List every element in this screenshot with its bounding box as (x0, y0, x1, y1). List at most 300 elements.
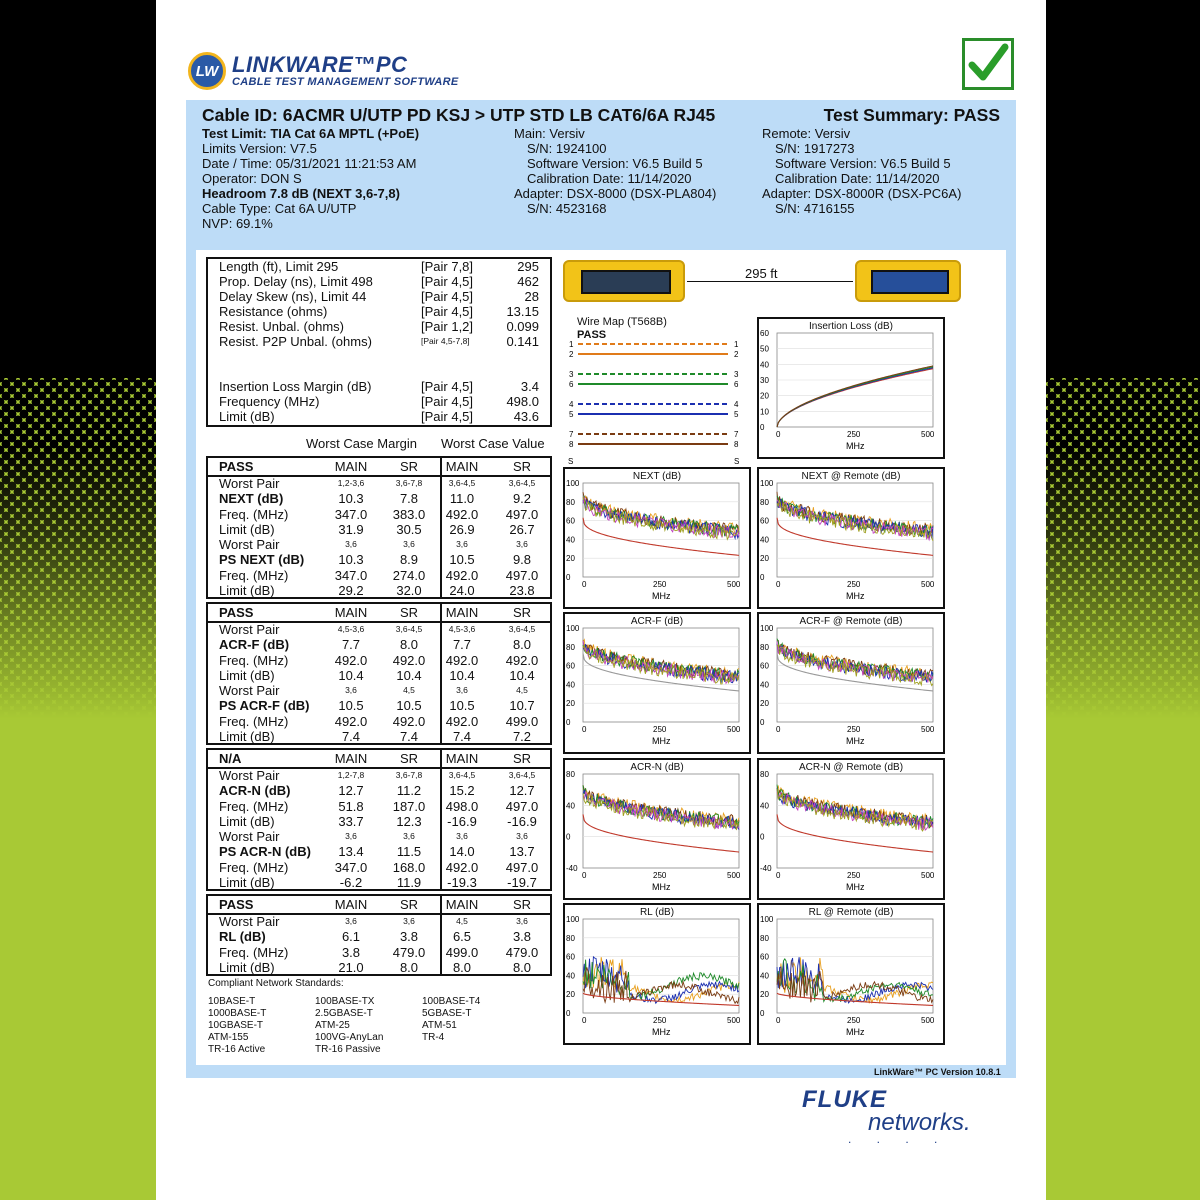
summary-label: Insertion Loss Margin (dB) (219, 379, 372, 394)
y-tick: 60 (760, 661, 769, 671)
cell-value: 10.5 (449, 552, 475, 568)
y-tick: 80 (566, 642, 575, 652)
standard-item: 100BASE-T4 (422, 996, 481, 1007)
y-tick: 20 (760, 699, 769, 709)
cell-value: 10.5 (449, 698, 475, 714)
cell-value: 8.0 (512, 959, 532, 975)
table-row (208, 829, 550, 844)
cell-value: -19.3 (447, 874, 477, 890)
graph-acrf-remote (757, 612, 945, 754)
main-serial: S/N: 1924100 (527, 141, 607, 156)
results-section (206, 748, 552, 891)
table-row (208, 637, 550, 652)
cell-value: -16.9 (447, 813, 477, 829)
wire-pin-right: 8 (734, 440, 739, 449)
y-tick: 20 (566, 554, 575, 564)
summary-pair: [Pair 4,5] (421, 304, 474, 319)
x-tick: 250 (847, 580, 861, 589)
section-header (208, 897, 550, 912)
summary-label: Frequency (MHz) (219, 394, 320, 409)
row-label: Freq. (MHz) (219, 798, 289, 814)
graph-rl-remote (757, 903, 945, 1045)
table-row (208, 929, 550, 944)
cell-value: 274.0 (392, 567, 426, 583)
y-tick: 100 (566, 624, 580, 633)
cell-value: 3,6-4,5 (508, 478, 536, 488)
row-label: Limit (dB) (219, 813, 275, 829)
section-status: PASS (219, 897, 254, 912)
cell-value: 33.7 (338, 813, 364, 829)
graph-rl (563, 903, 751, 1045)
cell-value: 492.0 (392, 713, 426, 729)
x-axis-label: MHz (652, 736, 671, 746)
networks-wordmark: networks. (868, 1109, 971, 1136)
wire-pin-left: 2 (569, 350, 574, 359)
nvp: NVP: 69.1% (202, 216, 273, 231)
wire-map (566, 316, 746, 466)
cell-value: 8.0 (399, 637, 419, 653)
cell-value: 26.9 (449, 521, 475, 537)
standard-item: 10BASE-T (208, 996, 256, 1007)
wire-pin-left: 7 (569, 430, 574, 439)
cell-value: 24.0 (449, 582, 475, 598)
cell-value: 479.0 (505, 944, 539, 960)
cell-value: 492.0 (445, 506, 479, 522)
row-label: Freq. (MHz) (219, 944, 289, 960)
x-axis-label: MHz (846, 441, 865, 451)
table-row (208, 698, 550, 713)
row-label: Limit (dB) (219, 874, 275, 890)
section-status: PASS (219, 459, 254, 474)
cell-value: 4,5 (403, 685, 415, 695)
logo-title: LINKWARE™PC (232, 52, 408, 77)
cell-value: 31.9 (338, 521, 364, 537)
summary-label: Length (ft), Limit 295 (219, 259, 339, 274)
section-header (208, 459, 550, 474)
cell-value: 383.0 (392, 506, 426, 522)
row-label: ACR-N (dB) (219, 783, 291, 799)
logo-subtitle: CABLE TEST MANAGEMENT SOFTWARE (232, 76, 459, 88)
table-row (208, 844, 550, 859)
y-tick: 80 (566, 770, 575, 779)
y-tick: 60 (566, 516, 575, 526)
cell-value: 499.0 (445, 944, 479, 960)
graph-acrn-remote (757, 758, 945, 900)
row-label: Worst Pair (219, 914, 280, 929)
y-tick: 80 (566, 497, 575, 507)
graph-title: ACR-F @ Remote (dB) (799, 616, 903, 627)
summary-row (219, 409, 539, 424)
cell-value: 3,6-7,8 (395, 770, 423, 780)
standard-item: ATM-155 (208, 1032, 249, 1043)
section-header (208, 751, 550, 766)
row-label: Worst Pair (219, 768, 280, 783)
x-tick: 500 (727, 871, 741, 880)
cell-value: 479.0 (392, 944, 426, 960)
cell-value: 1,2-3,6 (337, 478, 365, 488)
summary-row (219, 334, 539, 349)
y-tick: 0 (566, 718, 571, 727)
column-header: MAIN (445, 751, 479, 766)
cell-value: 3,6-4,5 (508, 624, 536, 634)
table-row (208, 522, 550, 537)
cell-value: 492.0 (392, 652, 426, 668)
cell-value: 7.8 (399, 491, 419, 507)
cell-value: 497.0 (505, 506, 539, 522)
cable-type: Cable Type: Cat 6A U/UTP (202, 201, 357, 216)
cable-id: Cable ID: 6ACMR U/UTP PD KSJ > UTP STD LB CAT6/6A RJ45 (202, 105, 716, 125)
x-tick: 0 (582, 725, 587, 734)
y-tick: 100 (566, 915, 580, 924)
cell-value: 10.4 (338, 667, 364, 683)
remote-unit: Remote: Versiv (762, 126, 851, 141)
cell-value: 10.5 (338, 698, 364, 714)
linkware-logo (188, 52, 459, 90)
cell-value: 3,6 (403, 831, 415, 841)
wire-pin-right: 1 (734, 340, 739, 349)
summary-row (219, 379, 539, 394)
shield-right: S (734, 457, 740, 466)
cell-value: 13.7 (509, 844, 535, 860)
summary-value: 0.141 (506, 334, 539, 349)
x-tick: 500 (921, 871, 935, 880)
y-tick: 0 (566, 1009, 571, 1018)
y-tick: 40 (760, 801, 769, 811)
cell-value: 6.1 (341, 929, 361, 945)
cell-value: -19.7 (507, 874, 537, 890)
cell-value: 51.8 (338, 798, 364, 814)
cell-value: 11.5 (396, 844, 422, 860)
main-adapter-serial: S/N: 4523168 (527, 201, 607, 216)
y-tick: -40 (566, 864, 578, 873)
row-label: Freq. (MHz) (219, 859, 289, 875)
cell-value: 492.0 (445, 859, 479, 875)
x-axis-label: MHz (652, 591, 671, 601)
cell-value: 4,5-3,6 (337, 624, 365, 634)
wire-pin-left: 1 (569, 340, 574, 349)
right-black-band (1046, 0, 1200, 378)
x-tick: 250 (847, 871, 861, 880)
column-header: SR (399, 459, 419, 474)
row-label: Limit (dB) (219, 667, 275, 683)
y-tick: 60 (566, 952, 575, 962)
cell-value: 168.0 (392, 859, 426, 875)
results-section (206, 894, 552, 976)
remote-serial: S/N: 1917273 (775, 141, 855, 156)
summary-pair: [Pair 4,5] (421, 379, 474, 394)
row-label: Freq. (MHz) (219, 567, 289, 583)
main-adapter: Adapter: DSX-8000 (DSX-PLA804) (514, 186, 717, 201)
summary-pair: [Pair 4,5] (421, 289, 474, 304)
y-tick: 40 (760, 360, 769, 370)
cell-value: 3,6 (456, 539, 468, 549)
summary-row (219, 304, 539, 319)
wire-pin-right: 5 (734, 410, 739, 419)
column-header: MAIN (334, 897, 368, 912)
section-status: PASS (219, 605, 254, 620)
cell-value: 187.0 (392, 798, 426, 814)
y-tick: 0 (760, 718, 765, 727)
x-tick: 500 (727, 725, 741, 734)
cell-value: 3,6-4,5 (448, 478, 476, 488)
x-tick: 250 (653, 580, 667, 589)
y-tick: 10 (760, 407, 769, 417)
summary-value: 43.6 (513, 409, 539, 424)
cell-value: 3,6 (516, 539, 528, 549)
table-row (208, 945, 550, 960)
x-tick: 0 (776, 871, 781, 880)
table-row (208, 683, 550, 698)
summary-label: Limit (dB) (219, 409, 275, 424)
cell-value: 13.4 (338, 844, 364, 860)
y-tick: 20 (760, 391, 769, 401)
y-tick: 40 (566, 680, 575, 690)
headroom: Headroom 7.8 dB (NEXT 3,6-7,8) (202, 186, 400, 201)
y-tick: 0 (760, 832, 765, 842)
standards-title: Compliant Network Standards: (208, 978, 344, 989)
cell-value: -16.9 (507, 813, 537, 829)
row-label: ACR-F (dB) (219, 637, 290, 653)
graph-title: NEXT @ Remote (dB) (801, 471, 901, 482)
table-row (208, 860, 550, 875)
test-info-column (202, 126, 419, 231)
table-row (208, 568, 550, 583)
row-label: PS ACR-N (dB) (219, 844, 311, 860)
left-halftone-pattern (0, 378, 156, 718)
row-label: Limit (dB) (219, 728, 275, 744)
y-tick: 30 (760, 376, 769, 385)
remote-adapter: Adapter: DSX-8000R (DSX-PC6A) (762, 186, 962, 201)
cell-value: 492.0 (445, 652, 479, 668)
x-tick: 0 (582, 580, 587, 589)
table-row (208, 622, 550, 637)
y-tick: 20 (760, 990, 769, 1000)
cell-value: 14.0 (449, 844, 475, 860)
x-tick: 0 (776, 725, 781, 734)
y-tick: 40 (566, 535, 575, 545)
cell-value: 7.7 (452, 637, 472, 653)
remote-calibration: Calibration Date: 11/14/2020 (775, 171, 940, 186)
y-tick: -40 (760, 864, 772, 873)
summary-label: Prop. Delay (ns), Limit 498 (219, 274, 373, 289)
y-tick: 0 (760, 1009, 765, 1018)
summary-value: 462 (517, 274, 539, 289)
row-label: Limit (dB) (219, 959, 275, 975)
summary-pair: [Pair 4,5] (421, 409, 474, 424)
table-row (208, 875, 550, 890)
table-row (208, 507, 550, 522)
x-tick: 250 (653, 725, 667, 734)
cell-value: 3,6 (516, 916, 528, 926)
graph-title: ACR-N (dB) (630, 762, 684, 773)
cell-value: 12.7 (338, 783, 364, 799)
cell-value: 492.0 (445, 567, 479, 583)
cell-value: 11.9 (396, 874, 422, 890)
cell-value: 11.2 (396, 783, 422, 799)
standard-item: 10GBASE-T (208, 1020, 264, 1031)
graph-title: ACR-F (dB) (630, 616, 684, 627)
pass-checkmark-icon (962, 38, 1014, 90)
cell-value: 3,6 (345, 539, 357, 549)
cell-value: 3,6 (345, 916, 357, 926)
column-header: MAIN (445, 897, 479, 912)
row-label: PS ACR-F (dB) (219, 698, 310, 714)
summary-label: Resist. P2P Unbal. (ohms) (219, 334, 372, 349)
main-tester-device (563, 260, 685, 302)
cell-value: 492.0 (334, 713, 368, 729)
section-status: N/A (219, 751, 242, 766)
x-tick: 0 (776, 1016, 781, 1025)
row-label: Freq. (MHz) (219, 652, 289, 668)
standard-item: 1000BASE-T (208, 1008, 267, 1019)
cell-value: 497.0 (505, 567, 539, 583)
cell-value: 11.0 (449, 491, 475, 507)
cell-value: 3,6 (456, 831, 468, 841)
cell-value: 7.7 (341, 637, 361, 653)
row-label: NEXT (dB) (219, 491, 284, 507)
table-row (208, 799, 550, 814)
cell-value: 347.0 (334, 859, 368, 875)
column-header: MAIN (445, 459, 479, 474)
table-row (208, 537, 550, 552)
remote-unit-column (762, 126, 961, 216)
y-tick: 80 (760, 933, 769, 943)
fluke-networks-logo (802, 1088, 971, 1134)
cell-value: 8.0 (452, 959, 472, 975)
table-row (208, 583, 550, 598)
standard-item: TR-16 Passive (315, 1044, 381, 1055)
graph-title: RL @ Remote (dB) (808, 907, 894, 918)
cell-value: 10.4 (509, 667, 535, 683)
compliant-standards (208, 978, 481, 1055)
cell-value: -6.2 (339, 874, 363, 890)
cell-value: 347.0 (334, 567, 368, 583)
y-tick: 20 (566, 990, 575, 1000)
y-tick: 0 (760, 423, 765, 432)
remote-tester-device (855, 260, 961, 302)
y-tick: 40 (566, 971, 575, 981)
summary-pair: [Pair 4,5] (421, 274, 474, 289)
x-tick: 0 (776, 580, 781, 589)
cell-value: 3,6 (403, 916, 415, 926)
graph-acrf (563, 612, 751, 754)
cell-value: 3,6 (345, 831, 357, 841)
x-axis-label: MHz (846, 736, 865, 746)
cell-value: 492.0 (445, 713, 479, 729)
cell-value: 29.2 (338, 582, 364, 598)
cell-value: 9.2 (512, 491, 532, 507)
standard-item: TR-16 Active (208, 1044, 266, 1055)
summary-value: 28 (524, 289, 539, 304)
cell-value: 3.8 (512, 929, 532, 945)
y-tick: 60 (760, 516, 769, 526)
cell-value: 498.0 (445, 798, 479, 814)
cell-value: 15.2 (449, 783, 475, 799)
cell-value: 7.2 (512, 728, 532, 744)
results-section (206, 456, 552, 599)
cell-value: 3,6 (403, 539, 415, 549)
column-header: MAIN (334, 459, 368, 474)
standard-item: 100BASE-TX (315, 996, 375, 1007)
graph-next (563, 467, 751, 609)
summary-row (219, 259, 539, 274)
x-tick: 500 (921, 430, 935, 439)
cell-value: 3,6 (516, 831, 528, 841)
wire-map-status: PASS (577, 329, 607, 341)
cell-value: 492.0 (334, 652, 368, 668)
table-row (208, 783, 550, 798)
cell-value: 12.7 (509, 783, 535, 799)
y-tick: 80 (760, 770, 769, 779)
row-label: RL (dB) (219, 929, 266, 945)
standard-item: 100VG-AnyLan (315, 1032, 384, 1043)
wire-pin-right: 4 (734, 400, 739, 409)
graph-title: RL (dB) (639, 907, 675, 918)
standard-item: 5GBASE-T (422, 1008, 472, 1019)
x-axis-label: MHz (846, 882, 865, 892)
x-tick: 250 (653, 871, 667, 880)
wire-pin-left: 4 (569, 400, 574, 409)
cell-value: 30.5 (396, 521, 422, 537)
x-axis-label: MHz (652, 882, 671, 892)
cell-value: 21.0 (338, 959, 364, 975)
column-header: SR (512, 605, 532, 620)
cell-value: 3,6-4,5 (448, 770, 476, 780)
cell-value: 10.3 (338, 491, 364, 507)
wire-pin-left: 8 (569, 440, 574, 449)
wire-pin-right: 6 (734, 380, 739, 389)
summary-pair: [Pair 1,2] (421, 319, 474, 334)
graph-title: NEXT (dB) (632, 471, 682, 482)
main-calibration: Calibration Date: 11/14/2020 (527, 171, 692, 186)
summary-row (219, 394, 539, 409)
column-header: SR (512, 459, 532, 474)
remote-adapter-serial: S/N: 4716155 (775, 201, 855, 216)
y-tick: 80 (566, 933, 575, 943)
right-halftone-pattern (1046, 378, 1200, 718)
standard-item: ATM-25 (315, 1020, 350, 1031)
x-tick: 250 (847, 1016, 861, 1025)
column-header: SR (399, 605, 419, 620)
cell-value: 3,6-4,5 (395, 624, 423, 634)
test-limit: Test Limit: TIA Cat 6A MPTL (+PoE) (202, 126, 420, 141)
y-tick: 100 (566, 479, 580, 488)
summary-value: 3.4 (520, 379, 539, 394)
cell-value: 492.0 (505, 652, 539, 668)
graph-insertion (757, 317, 945, 459)
y-tick: 60 (760, 329, 769, 338)
y-tick: 100 (760, 479, 774, 488)
table-row (208, 491, 550, 506)
cell-value: 497.0 (505, 859, 539, 875)
x-axis-label: MHz (846, 1027, 865, 1037)
table-row (208, 668, 550, 683)
worst-case-value-header: Worst Case Value (441, 436, 545, 451)
table-row (208, 960, 550, 975)
y-tick: 40 (760, 680, 769, 690)
summary-row (219, 289, 539, 304)
cable-line (687, 281, 853, 282)
limits-version: Limits Version: V7.5 (202, 141, 317, 156)
cell-value: 26.7 (509, 521, 535, 537)
cell-value: 3.8 (341, 944, 361, 960)
date-time: Date / Time: 05/31/2021 11:21:53 AM (202, 156, 417, 171)
summary-value: 13.15 (506, 304, 539, 319)
x-tick: 250 (847, 725, 861, 734)
column-header: SR (512, 751, 532, 766)
summary-value: 498.0 (506, 394, 539, 409)
row-label: Worst Pair (219, 683, 280, 698)
